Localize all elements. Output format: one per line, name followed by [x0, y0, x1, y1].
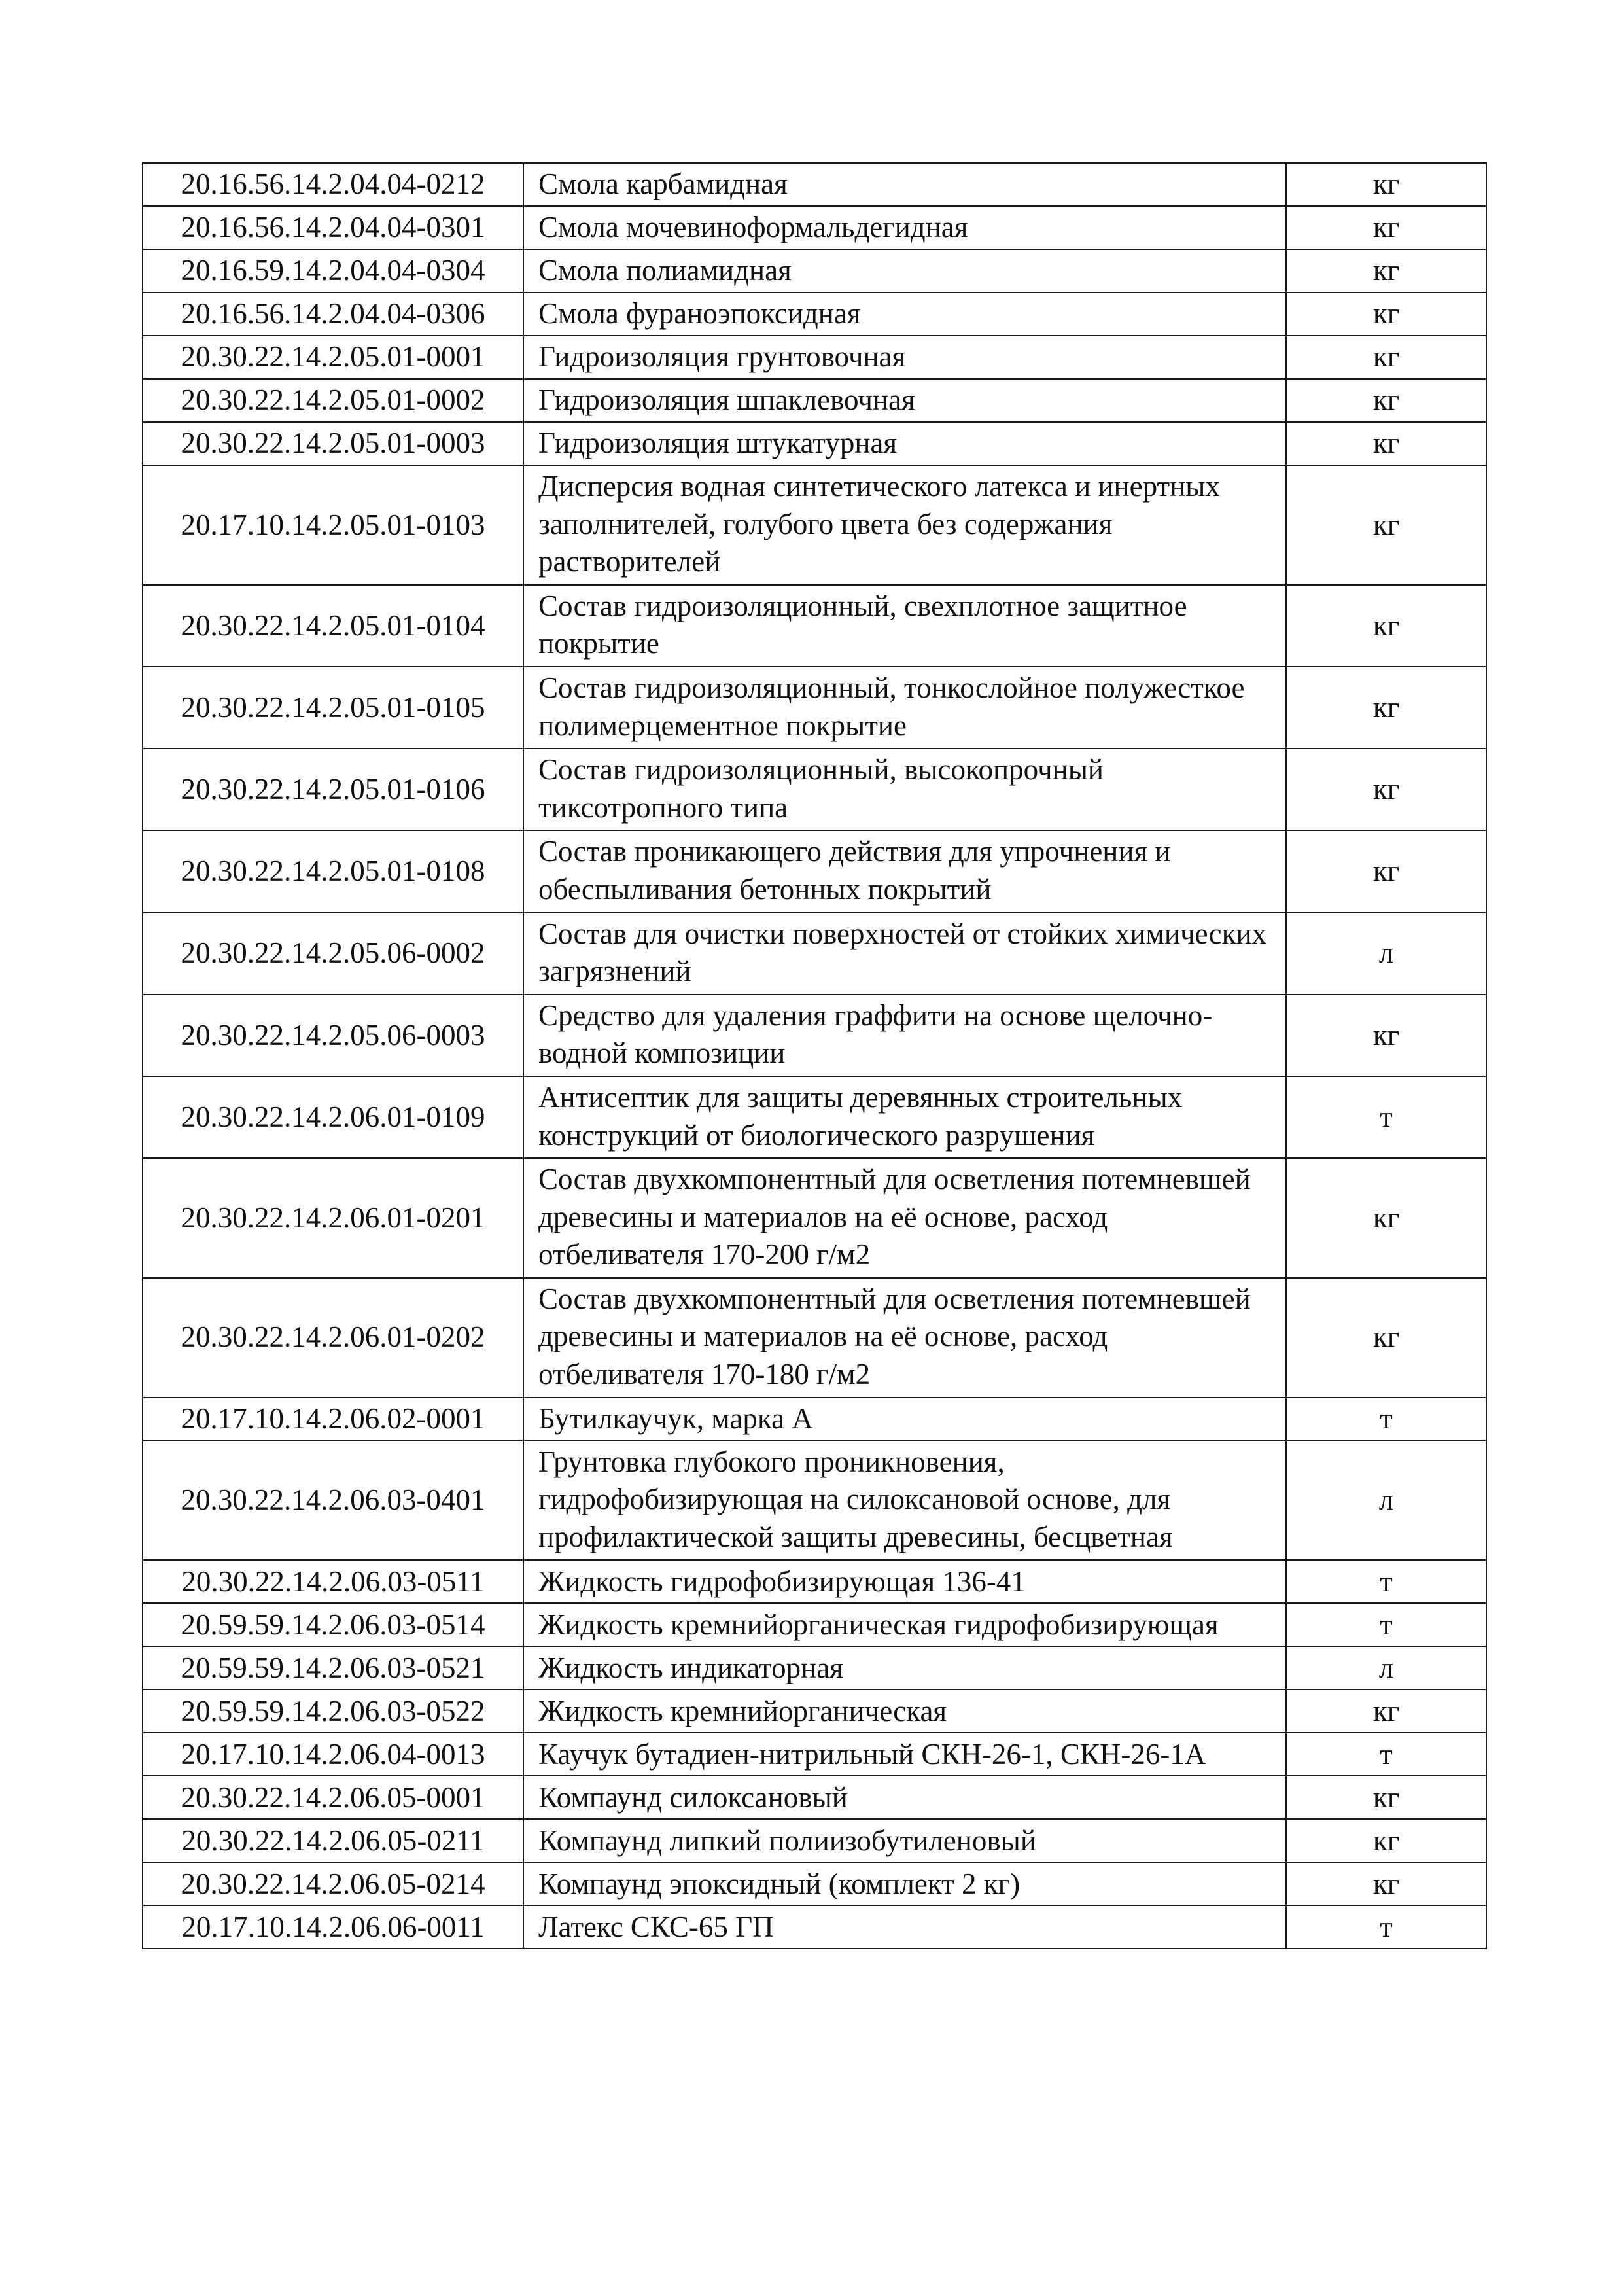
table-row [143, 1819, 1486, 1862]
material-code-cell: 20.17.10.14.2.05.01-0103 [143, 465, 523, 585]
unit-cell: кг [1286, 1689, 1486, 1733]
material-code-cell: 20.30.22.14.2.06.01-0201 [143, 1158, 523, 1278]
table-row [143, 830, 1486, 912]
table-row [143, 163, 1486, 206]
unit-cell: кг [1286, 995, 1486, 1076]
unit-cell: т [1286, 1560, 1486, 1603]
material-name-cell: Жидкость индикаторная [523, 1646, 1286, 1689]
unit-cell: л [1286, 913, 1486, 995]
unit-cell: л [1286, 1441, 1486, 1561]
table-body [143, 163, 1486, 1949]
table-row [143, 1398, 1486, 1441]
table-row [143, 1158, 1486, 1278]
material-name-cell: Компаунд эпоксидный (комплект 2 кг) [523, 1862, 1286, 1905]
table-row [143, 667, 1486, 749]
unit-cell: т [1286, 1905, 1486, 1949]
table-row [143, 292, 1486, 336]
table-row [143, 249, 1486, 292]
material-name-cell: Состав гидроизоляционный, свехплотное защитное покрытие [523, 585, 1286, 667]
unit-cell: кг [1286, 336, 1486, 379]
table-row [143, 749, 1486, 830]
table-row [143, 1733, 1486, 1776]
table-row [143, 1905, 1486, 1949]
material-name-cell: Антисептик для защиты деревянных строительных конструкций от биологического разрушения [523, 1076, 1286, 1158]
table-row [143, 206, 1486, 249]
unit-cell: т [1286, 1603, 1486, 1646]
table-row [143, 465, 1486, 585]
material-name-cell: Гидроизоляция шпаклевочная [523, 379, 1286, 422]
material-code-cell: 20.30.22.14.2.06.05-0214 [143, 1862, 523, 1905]
unit-cell: кг [1286, 1862, 1486, 1905]
unit-cell: кг [1286, 379, 1486, 422]
material-code-cell: 20.59.59.14.2.06.03-0522 [143, 1689, 523, 1733]
table-row [143, 336, 1486, 379]
material-code-cell: 20.30.22.14.2.05.01-0106 [143, 749, 523, 830]
unit-cell: л [1286, 1646, 1486, 1689]
materials-table [142, 162, 1487, 1949]
material-name-cell: Гидроизоляция штукатурная [523, 422, 1286, 465]
unit-cell: т [1286, 1733, 1486, 1776]
unit-cell: кг [1286, 422, 1486, 465]
material-name-cell: Смола карбамидная [523, 163, 1286, 206]
material-name-cell: Смола полиамидная [523, 249, 1286, 292]
unit-cell: т [1286, 1076, 1486, 1158]
material-code-cell: 20.16.56.14.2.04.04-0212 [143, 163, 523, 206]
table-row [143, 585, 1486, 667]
material-code-cell: 20.16.59.14.2.04.04-0304 [143, 249, 523, 292]
unit-cell: кг [1286, 206, 1486, 249]
material-code-cell: 20.16.56.14.2.04.04-0306 [143, 292, 523, 336]
table-row [143, 1278, 1486, 1398]
table-row [143, 1441, 1486, 1561]
material-code-cell: 20.17.10.14.2.06.06-0011 [143, 1905, 523, 1949]
unit-cell: т [1286, 1398, 1486, 1441]
table-row [143, 1646, 1486, 1689]
material-name-cell: Бутилкаучук, марка А [523, 1398, 1286, 1441]
table-row [143, 1776, 1486, 1819]
material-code-cell: 20.30.22.14.2.05.06-0002 [143, 913, 523, 995]
material-name-cell: Жидкость гидрофобизирующая 136-41 [523, 1560, 1286, 1603]
unit-cell: кг [1286, 1819, 1486, 1862]
unit-cell: кг [1286, 667, 1486, 749]
material-name-cell: Латекс СКС-65 ГП [523, 1905, 1286, 1949]
unit-cell: кг [1286, 163, 1486, 206]
table-row [143, 1603, 1486, 1646]
material-name-cell: Гидроизоляция грунтовочная [523, 336, 1286, 379]
table-row [143, 422, 1486, 465]
material-name-cell: Состав двухкомпонентный для осветления потемневшей древесины и материалов на её основе, расход отбеливателя 170-200 г/м2 [523, 1158, 1286, 1278]
table-row [143, 1689, 1486, 1733]
material-code-cell: 20.17.10.14.2.06.02-0001 [143, 1398, 523, 1441]
material-code-cell: 20.59.59.14.2.06.03-0514 [143, 1603, 523, 1646]
material-name-cell: Каучук бутадиен-нитрильный СКН-26-1, СКН-26-1А [523, 1733, 1286, 1776]
material-code-cell: 20.16.56.14.2.04.04-0301 [143, 206, 523, 249]
material-name-cell: Средство для удаления граффити на основе щелочно-водной композиции [523, 995, 1286, 1076]
material-name-cell: Состав для очистки поверхностей от стойких химических загрязнений [523, 913, 1286, 995]
material-name-cell: Жидкость кремнийорганическая гидрофобизирующая [523, 1603, 1286, 1646]
material-code-cell: 20.30.22.14.2.05.01-0001 [143, 336, 523, 379]
unit-cell: кг [1286, 830, 1486, 912]
table-row [143, 379, 1486, 422]
table-row [143, 1862, 1486, 1905]
material-code-cell: 20.30.22.14.2.05.06-0003 [143, 995, 523, 1076]
material-name-cell: Смола мочевиноформальдегидная [523, 206, 1286, 249]
material-name-cell: Грунтовка глубокого проникновения, гидрофобизирующая на силоксановой основе, для профилактической защиты древесины, бесцветная [523, 1441, 1286, 1561]
material-code-cell: 20.30.22.14.2.05.01-0108 [143, 830, 523, 912]
material-code-cell: 20.30.22.14.2.05.01-0104 [143, 585, 523, 667]
material-code-cell: 20.30.22.14.2.06.03-0511 [143, 1560, 523, 1603]
material-code-cell: 20.30.22.14.2.05.01-0003 [143, 422, 523, 465]
unit-cell: кг [1286, 1776, 1486, 1819]
table-row [143, 1076, 1486, 1158]
unit-cell: кг [1286, 465, 1486, 585]
table-row [143, 913, 1486, 995]
unit-cell: кг [1286, 249, 1486, 292]
unit-cell: кг [1286, 749, 1486, 830]
material-code-cell: 20.30.22.14.2.06.01-0109 [143, 1076, 523, 1158]
unit-cell: кг [1286, 1158, 1486, 1278]
material-name-cell: Состав гидроизоляционный, высокопрочный тиксотропного типа [523, 749, 1286, 830]
table-row [143, 1560, 1486, 1603]
material-name-cell: Смола фураноэпоксидная [523, 292, 1286, 336]
material-name-cell: Жидкость кремнийорганическая [523, 1689, 1286, 1733]
material-name-cell: Состав гидроизоляционный, тонкослойное полужесткое полимерцементное покрытие [523, 667, 1286, 749]
material-name-cell: Компаунд липкий полиизобутиленовый [523, 1819, 1286, 1862]
material-name-cell: Состав проникающего действия для упрочнения и обеспыливания бетонных покрытий [523, 830, 1286, 912]
material-code-cell: 20.30.22.14.2.05.01-0002 [143, 379, 523, 422]
unit-cell: кг [1286, 1278, 1486, 1398]
material-name-cell: Состав двухкомпонентный для осветления потемневшей древесины и материалов на её основе, расход отбеливателя 170-180 г/м2 [523, 1278, 1286, 1398]
material-code-cell: 20.30.22.14.2.06.03-0401 [143, 1441, 523, 1561]
material-code-cell: 20.30.22.14.2.06.01-0202 [143, 1278, 523, 1398]
material-code-cell: 20.17.10.14.2.06.04-0013 [143, 1733, 523, 1776]
table-row [143, 995, 1486, 1076]
material-code-cell: 20.30.22.14.2.05.01-0105 [143, 667, 523, 749]
material-name-cell: Дисперсия водная синтетического латекса и инертных заполнителей, голубого цвета без содержания растворителей [523, 465, 1286, 585]
unit-cell: кг [1286, 292, 1486, 336]
material-code-cell: 20.59.59.14.2.06.03-0521 [143, 1646, 523, 1689]
material-name-cell: Компаунд силоксановый [523, 1776, 1286, 1819]
unit-cell: кг [1286, 585, 1486, 667]
material-code-cell: 20.30.22.14.2.06.05-0211 [143, 1819, 523, 1862]
material-code-cell: 20.30.22.14.2.06.05-0001 [143, 1776, 523, 1819]
